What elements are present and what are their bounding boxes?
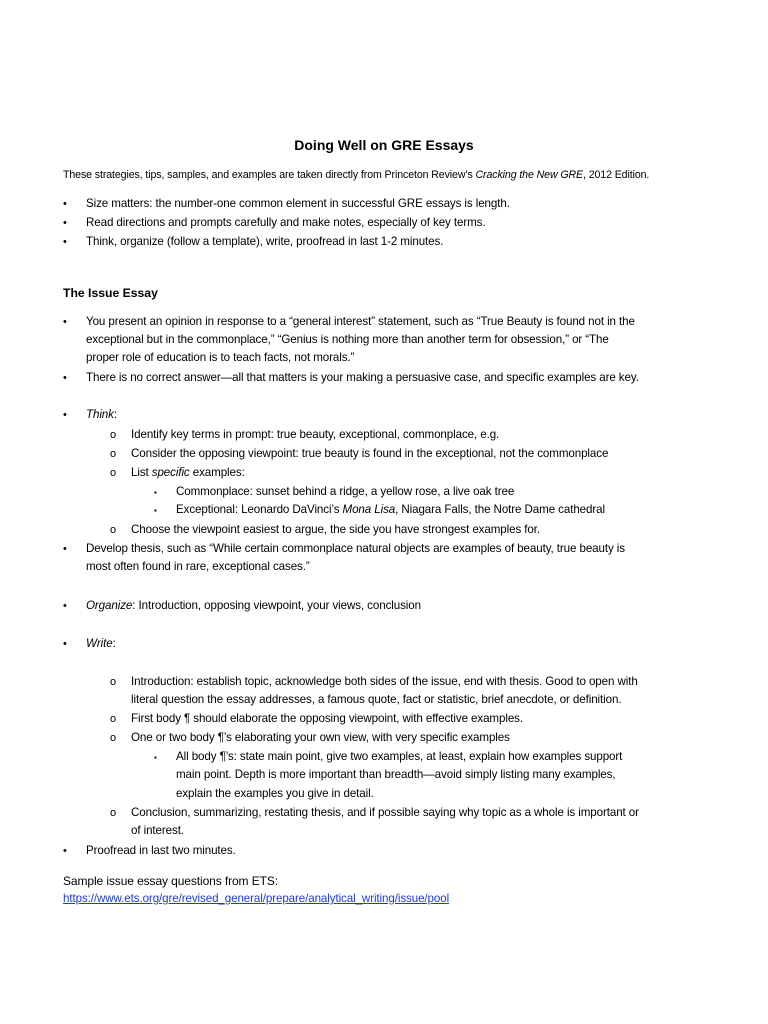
tip-read-directions: Read directions and prompts carefully and make notes, especially of key terms. (86, 216, 486, 229)
bullet-icon: • (63, 316, 67, 328)
think-label (86, 406, 117, 425)
all-body-line-1: All body ¶’s: state main point, give two examples, at least, explain how examples support (176, 750, 623, 763)
think-colon: : (113, 408, 117, 421)
issue-bullet-1-line-3: proper role of education is to teach facts, not morals.” (86, 351, 355, 364)
bullet-icon: • (63, 600, 67, 612)
exceptional-text: Exceptional: Leonardo DaVinci’s (176, 503, 343, 516)
organize-line (86, 597, 421, 616)
write-conclusion-line-1: Conclusion, summarizing, restating thesis, and if possible saying why topic as a whole is important or (131, 806, 639, 819)
example-commonplace: Commonplace: sunset behind a ridge, a yellow rose, a live oak tree (176, 485, 515, 498)
intro-text: These strategies, tips, samples, and examples are taken directly from Princeton Review’s (63, 169, 476, 181)
issue-bullet-2: There is no correct answer—all that matters is your making a persuasive case, and specific examples are key. (86, 371, 639, 384)
circle-bullet-icon: o (110, 448, 117, 460)
bullet-icon: • (63, 198, 67, 210)
circle-bullet-icon: o (110, 467, 117, 479)
bullet-icon: • (63, 845, 67, 857)
book-title: Cracking the New GRE (475, 169, 584, 181)
all-body-line-3: explain the examples you give in detail. (176, 787, 374, 800)
bullet-icon: • (63, 543, 67, 555)
ets-issue-pool-link[interactable]: https://www.ets.org/gre/revised_general/prepare/analytical_writing/issue/pool (63, 892, 450, 905)
circle-bullet-icon: o (110, 676, 117, 688)
bullet-icon: • (63, 638, 67, 650)
square-bullet-icon: ▪ (154, 506, 157, 515)
tip-think-organize: Think, organize (follow a template), write, proofread in last 1-2 minutes. (86, 235, 444, 248)
example-exceptional (176, 501, 605, 520)
circle-bullet-icon: o (110, 807, 117, 819)
think-word: Think (86, 408, 114, 421)
write-word: Write (86, 637, 113, 650)
write-intro-line-2: literal question the essay addresses, a famous quote, fact or statistic, brief anecdote, or definition. (131, 693, 622, 706)
list-text: List (131, 466, 152, 479)
write-conclusion-line-2: of interest. (131, 824, 184, 837)
exceptional-rest: , Niagara Falls, the Notre Dame cathedral (395, 503, 605, 516)
think-opposing-viewpoint: Consider the opposing viewpoint: true beauty is found in the exceptional, not the commonplace (131, 447, 609, 460)
issue-bullet-1-line-1: You present an opinion in response to a “general interest” statement, such as “True Beauty is found not in the (86, 315, 635, 328)
proofread-tip: Proofread in last two minutes. (86, 844, 236, 857)
think-identify-terms: Identify key terms in prompt: true beauty, exceptional, commonplace, e.g. (131, 428, 500, 441)
list-specific: specific (151, 466, 190, 479)
think-list-examples (131, 464, 245, 483)
issue-bullet-1-line-2: exceptional but in the commonplace,” “Genius is nothing more than another term for obsession,” or “The (86, 333, 609, 346)
write-label (86, 635, 116, 654)
circle-bullet-icon: o (110, 524, 117, 536)
bullet-icon: • (63, 236, 67, 248)
intro-edition: , 2012 Edition. (583, 169, 650, 181)
list-examples: examples: (189, 466, 245, 479)
issue-essay-heading: The Issue Essay (63, 286, 158, 300)
write-colon: : (112, 637, 116, 650)
write-one-or-two: One or two body ¶’s elaborating your own view, with very specific examples (131, 731, 510, 744)
organize-text: : Introduction, opposing viewpoint, your views, conclusion (132, 599, 421, 612)
tip-size-matters: Size matters: the number-one common element in successful GRE essays is length. (86, 197, 510, 210)
bullet-icon: • (63, 372, 67, 384)
mona-lisa: Mona Lisa (342, 503, 396, 516)
square-bullet-icon: ▪ (154, 753, 157, 762)
square-bullet-icon: ▪ (154, 488, 157, 497)
circle-bullet-icon: o (110, 732, 117, 744)
all-body-line-2: main point. Depth is more important than breadth—avoid simply listing many examples, (176, 768, 616, 781)
write-first-body: First body ¶ should elaborate the opposing viewpoint, with effective examples. (131, 712, 523, 725)
think-choose-viewpoint: Choose the viewpoint easiest to argue, the side you have strongest examples for. (131, 523, 540, 536)
bullet-icon: • (63, 217, 67, 229)
write-intro-line-1: Introduction: establish topic, acknowledge both sides of the issue, end with thesis. Good to open with (131, 675, 638, 688)
thesis-line-2: most often found in rare, exceptional cases.” (86, 560, 310, 573)
intro-paragraph (63, 166, 649, 185)
document-title: Doing Well on GRE Essays (294, 137, 474, 153)
thesis-line-1: Develop thesis, such as “While certain commonplace natural objects are examples of beauty, true beauty is (86, 542, 625, 555)
circle-bullet-icon: o (110, 429, 117, 441)
circle-bullet-icon: o (110, 713, 117, 725)
sample-questions-label: Sample issue essay questions from ETS: (63, 874, 278, 888)
bullet-icon: • (63, 409, 67, 421)
organize-word: Organize (86, 599, 133, 612)
